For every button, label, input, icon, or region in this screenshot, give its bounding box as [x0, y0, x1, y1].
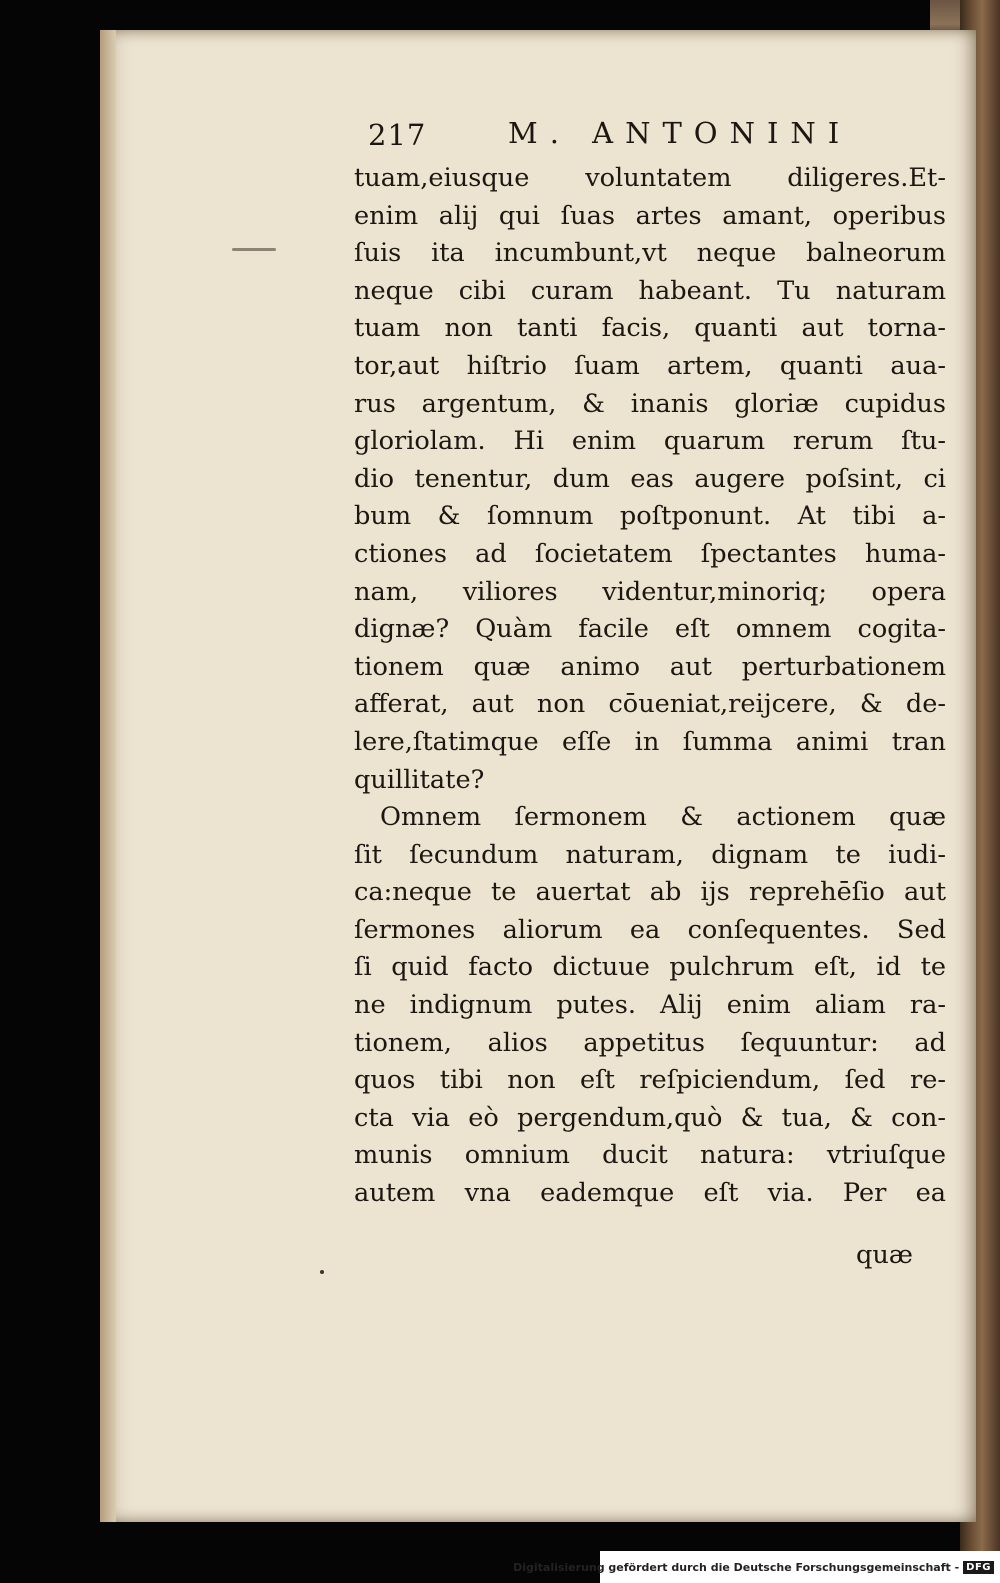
text-line: ne indignum putes. Alij enim aliam ra- [354, 990, 946, 1021]
digitization-credit: Digitalisierung gefördert durch die Deutsche Forschungsgemeinschaft - [513, 1560, 960, 1574]
text-line: rus argentum, & inanis gloriæ cupidus [354, 388, 946, 419]
text-line: neque cibi curam habeant. Tu naturam [354, 275, 946, 306]
text-line: tuam,eiusque voluntatem diligeres.Et- [354, 163, 946, 193]
text-line: ſermones aliorum ea conſequentes. Sed [354, 914, 946, 945]
text-line: munis omnium ducit natura: vtriuſque [354, 1140, 946, 1171]
text-line: ſit ſecundum naturam, dignam te iudi- [354, 839, 946, 870]
text-line: tionem quæ animo aut perturbationem [354, 651, 946, 682]
text-line: ſi quid facto dictuue pulchrum eſt, id te [354, 952, 946, 983]
text-line: enim alij qui ſuas artes amant, operibus [354, 200, 946, 231]
text-line: afferat, aut non cōueniat,reijcere, & de- [354, 689, 946, 720]
text-line: tuam non tanti facis, quanti aut torna- [354, 313, 946, 344]
text-line: autem vna eademque eſt via. Per ea [354, 1178, 946, 1209]
text-line: tor,aut hiſtrio ſuam artem, quanti aua- [354, 350, 946, 381]
text-line: tionem, alios appetitus ſequuntur: ad [354, 1027, 946, 1058]
text-line: ſuis ita incumbunt,vt neque balneorum [354, 238, 946, 269]
text-line: quos tibi non eſt reſpiciendum, ſed re- [354, 1065, 946, 1096]
text-line: dignæ? Quàm facile eſt omnem cogita- [354, 614, 946, 645]
ink-dot [320, 1270, 324, 1274]
text-line: quillitate? [354, 764, 485, 795]
text-line: ca:neque te auertat ab ijs reprehēſio aut [354, 877, 946, 908]
text-line: nam, viliores videntur,minoriq; opera [354, 576, 946, 607]
running-head: M. ANTONINI [508, 116, 852, 150]
text-line: bum & ſomnum poſtponunt. At tibi a- [354, 501, 946, 532]
digitization-credit-bar [513, 1551, 1000, 1583]
text-line: gloriolam. Hi enim quarum rerum ſtu- [354, 426, 946, 457]
page-header [368, 112, 928, 160]
margin-mark [232, 248, 276, 251]
body-text [354, 160, 946, 1213]
text-line: lere,ſtatimque eſſe in ſumma animi tran [354, 726, 946, 757]
text-line: ctiones ad ſocietatem ſpectantes huma- [354, 538, 946, 569]
page-number: 217 [368, 118, 427, 152]
text-line: cta via eò pergendum,quò & tua, & con- [354, 1102, 946, 1133]
page-left-edge [100, 30, 116, 1522]
paragraph-start-line: Omnem ſermonem & actionem quæ [380, 802, 946, 833]
dfg-logo: DFG [963, 1561, 994, 1574]
text-line: dio tenentur, dum eas augere poſsint, ci [354, 463, 946, 494]
catchword: quæ [856, 1240, 913, 1270]
